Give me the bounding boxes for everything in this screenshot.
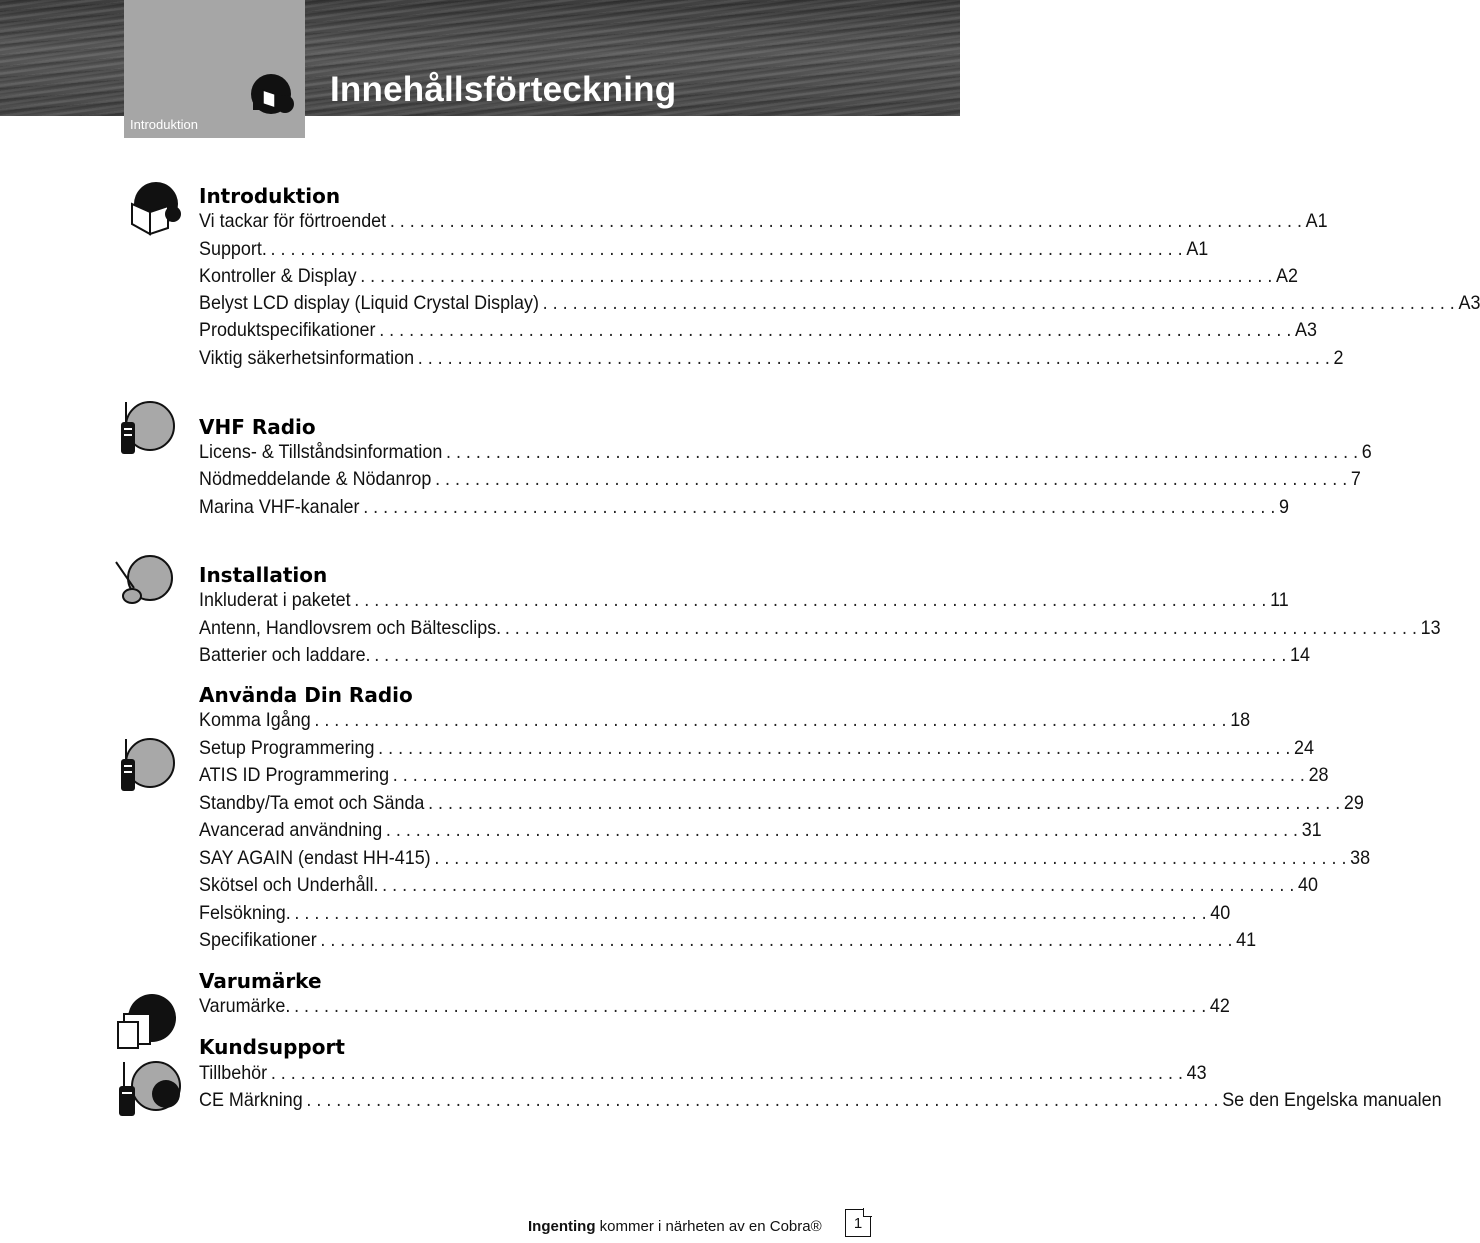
toc-entry[interactable]: [199, 210, 1328, 234]
toc-entry-label: Standby/Ta emot och Sända: [199, 792, 425, 814]
toc-entry-page: 40: [1210, 902, 1231, 924]
leader-dots: [428, 792, 1340, 815]
leader-dots: [306, 1089, 1218, 1112]
leader-dots: [505, 617, 1417, 640]
toc-entry[interactable]: [199, 347, 1344, 371]
toc-entry[interactable]: [199, 874, 1318, 898]
antenna-install-icon: [112, 552, 174, 610]
toc-entry-page: 9: [1279, 496, 1290, 518]
toc-entry-page: 6: [1361, 441, 1372, 463]
toc-entry[interactable]: [199, 589, 1289, 613]
toc-entry-page: 14: [1290, 644, 1311, 666]
footer-tagline: [528, 1218, 822, 1235]
toc-entry-label: Kontroller & Display: [199, 265, 357, 287]
header-tab-label: Introduktion: [130, 117, 198, 132]
leader-dots: [446, 441, 1358, 464]
leader-dots: [543, 292, 1455, 315]
page-number: 1: [853, 1215, 863, 1232]
toc-entry-page: 43: [1186, 1062, 1207, 1084]
toc-entry-page: A1: [1186, 238, 1209, 260]
section-title-installation: Installation: [199, 563, 328, 587]
radio-icon: [118, 398, 178, 460]
toc-entry-label: Batterier och laddare.: [199, 644, 371, 666]
toc-entry[interactable]: [199, 468, 1361, 492]
toc-entry-page: 7: [1350, 468, 1361, 490]
header-banner: [0, 0, 960, 132]
toc-entry-label: Setup Programmering: [199, 737, 375, 759]
toc-entry[interactable]: [199, 265, 1298, 289]
leader-dots: [435, 468, 1347, 491]
book-reader-icon: [126, 178, 186, 238]
toc-entry[interactable]: [199, 292, 1480, 316]
toc-entry-label: Vi tackar för förtroendet: [199, 210, 387, 232]
toc-entry[interactable]: [199, 792, 1364, 816]
page-title: Innehållsförteckning: [330, 70, 677, 109]
toc-entry[interactable]: [199, 737, 1314, 761]
toc-entry[interactable]: [199, 709, 1251, 733]
toc-entry-page: 2: [1333, 347, 1344, 369]
toc-entry[interactable]: [199, 902, 1231, 926]
leader-dots: [418, 347, 1330, 370]
toc-entry-label: Specifikationer: [199, 929, 317, 951]
book-reader-icon: [245, 68, 305, 114]
toc-entry-page: A1: [1305, 210, 1328, 232]
section-title-varumarke: Varumärke: [199, 969, 322, 993]
leader-dots: [374, 644, 1286, 667]
toc-entry-page: 40: [1297, 874, 1318, 896]
leader-dots: [271, 238, 1183, 261]
toc-entry-page: 24: [1294, 737, 1314, 759]
toc-entry-label: Varumärke.: [199, 995, 291, 1017]
radio-icon: [118, 735, 178, 797]
toc-entry-label: Tillbehör: [199, 1062, 268, 1084]
toc-entry[interactable]: [199, 441, 1372, 465]
toc-entry[interactable]: [199, 764, 1329, 788]
toc-entry[interactable]: [199, 995, 1230, 1019]
leader-dots: [393, 764, 1305, 787]
toc-entry-page: A3: [1295, 319, 1317, 341]
toc-entry[interactable]: [199, 819, 1322, 843]
toc-entry-page: 41: [1236, 929, 1257, 951]
section-title-kundsupport: Kundsupport: [199, 1035, 345, 1059]
toc-entry-label: Inkluderat i paketet: [199, 589, 351, 611]
toc-entry[interactable]: [199, 847, 1371, 871]
toc-entry[interactable]: [199, 319, 1317, 343]
leader-dots: [294, 902, 1206, 925]
toc-entry-label: Produktspecifikationer: [199, 319, 376, 341]
toc-entry-page: 38: [1350, 847, 1371, 869]
toc-entry-page: 18: [1230, 709, 1251, 731]
toc-entry-page: A3: [1458, 292, 1480, 314]
footer-bold-text: Ingenting: [528, 1218, 596, 1235]
toc-entry-label: Marina VHF-kanaler: [199, 496, 360, 518]
leader-dots: [390, 210, 1302, 233]
toc-entry[interactable]: [199, 1062, 1207, 1086]
toc-entry-label: Avancerad användning: [199, 819, 383, 841]
toc-entry-label: Antenn, Handlovsrem och Bältesclips.: [199, 617, 502, 639]
leader-dots: [379, 319, 1291, 342]
section-title-anvanda-din-radio: Använda Din Radio: [199, 683, 413, 707]
toc-entry[interactable]: [199, 496, 1290, 520]
toc-entry-page: A2: [1276, 265, 1298, 287]
toc-entry-label: Viktig säkerhetsinformation: [199, 347, 415, 369]
trademark-document-icon: [114, 992, 180, 1052]
toc-entry-label: Support.: [199, 238, 267, 260]
toc-entry-label: Felsökning.: [199, 902, 291, 924]
leader-dots: [386, 819, 1298, 842]
leader-dots: [271, 1062, 1183, 1085]
section-title-vhf-radio: VHF Radio: [199, 415, 316, 439]
toc-entry[interactable]: [199, 929, 1257, 953]
leader-dots: [434, 847, 1346, 870]
toc-entry[interactable]: [199, 617, 1441, 641]
page-corner-fold-icon: [863, 1208, 872, 1217]
leader-dots: [363, 496, 1275, 519]
toc-entry[interactable]: [199, 238, 1209, 262]
toc-entry-label: Nödmeddelande & Nödanrop: [199, 468, 432, 490]
toc-entry-page: Se den Engelska manualen: [1222, 1089, 1442, 1111]
toc-entry-label: Belyst LCD display (Liquid Crystal Display): [199, 292, 539, 314]
leader-dots: [382, 874, 1294, 897]
toc-entry-page: 42: [1209, 995, 1230, 1017]
toc-entry-label: ATIS ID Programmering: [199, 764, 390, 786]
leader-dots: [378, 737, 1290, 760]
toc-entry-label: Komma Igång: [199, 709, 311, 731]
footer-text: kommer i närheten av en Cobra®: [595, 1218, 822, 1235]
toc-entry-page: 29: [1343, 792, 1364, 814]
section-title-introduktion: Introduktion: [199, 184, 341, 208]
leader-dots: [314, 709, 1226, 732]
toc-entry-page: 13: [1420, 617, 1441, 639]
toc-entry-page: 28: [1308, 764, 1329, 786]
leader-dots: [320, 929, 1232, 952]
page-number-box: [845, 1209, 871, 1237]
toc-entry-label: Skötsel och Underhåll.: [199, 874, 379, 896]
toc-entry-page: 11: [1270, 589, 1289, 611]
customer-support-icon: [116, 1058, 186, 1120]
toc-entry-label: Licens- & Tillståndsinformation: [199, 441, 443, 463]
leader-dots: [360, 265, 1272, 288]
leader-dots: [354, 589, 1266, 612]
toc-entry[interactable]: [199, 1089, 1442, 1113]
toc-entry[interactable]: [199, 644, 1311, 668]
leader-dots: [294, 995, 1206, 1018]
toc-entry-page: 31: [1301, 819, 1322, 841]
toc-entry-label: SAY AGAIN (endast HH-415): [199, 847, 431, 869]
toc-entry-label: CE Märkning: [199, 1089, 303, 1111]
